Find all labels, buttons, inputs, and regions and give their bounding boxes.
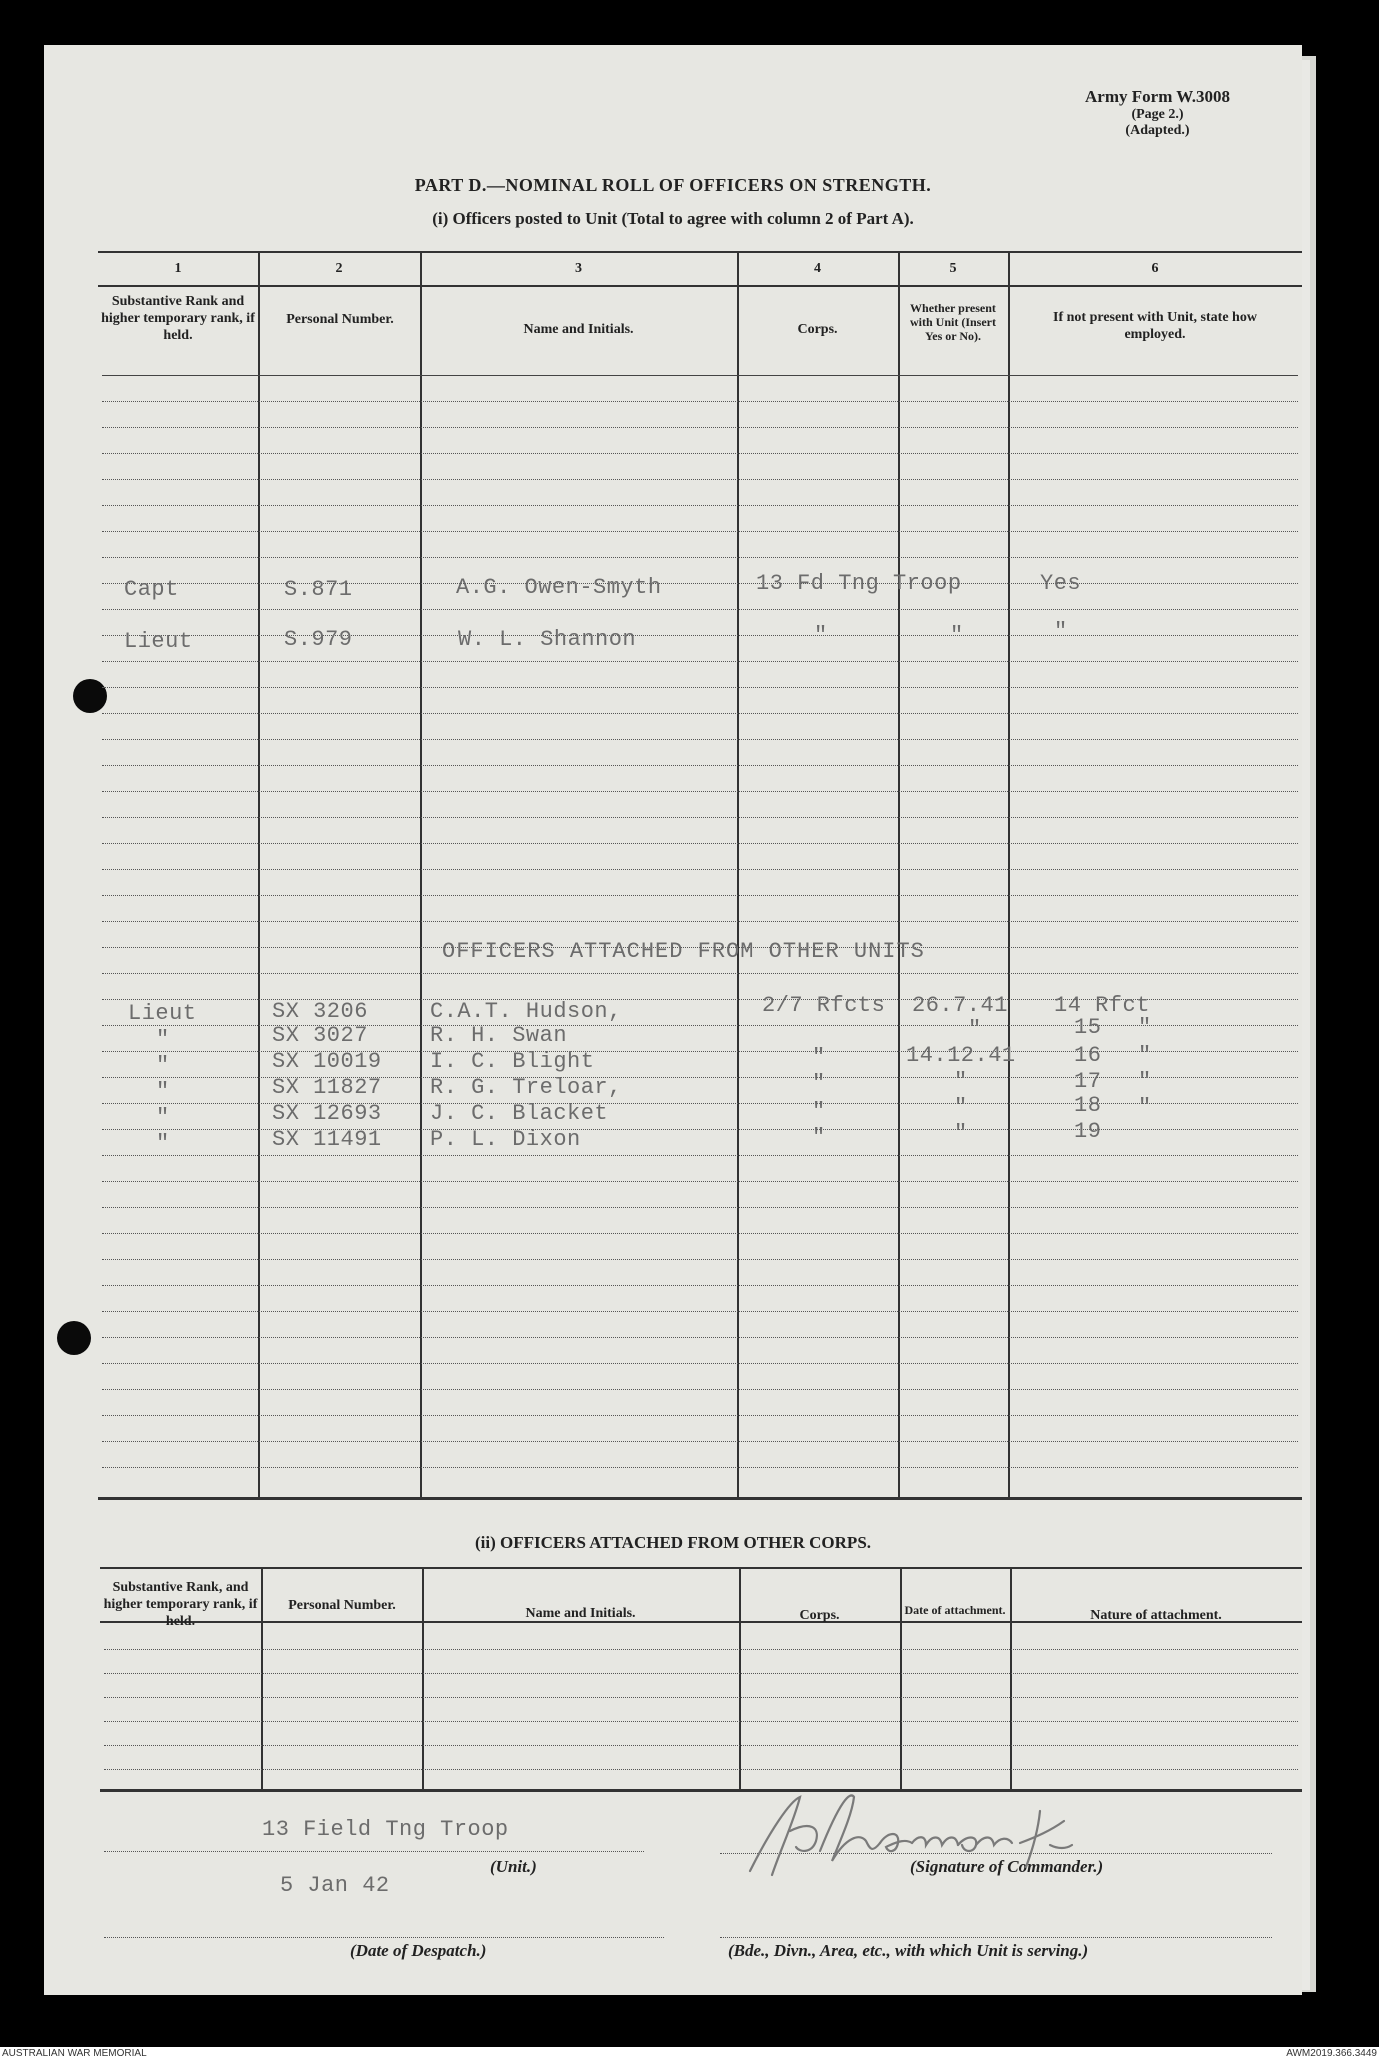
ruled-row-line	[102, 713, 1298, 714]
ruled-row-line	[102, 1311, 1298, 1312]
archive-left-text: AUSTRALIAN WAR MEMORIAL	[2, 2048, 147, 2059]
col-ii-divider-5	[1010, 1567, 1012, 1789]
attached-1-unit: 14 Rfct	[1054, 993, 1150, 1018]
attached-6-name: P. L. Dixon	[430, 1127, 581, 1152]
date-dotted-line	[104, 1937, 664, 1938]
attached-3-corps: "	[812, 1045, 826, 1070]
attached-5-name: J. C. Blacket	[430, 1101, 609, 1126]
table-i-top-rule	[98, 251, 1302, 253]
ruled-row-line	[102, 661, 1298, 662]
ruled-row-line	[102, 505, 1298, 506]
col-number-2: 2	[335, 261, 343, 276]
attached-4-number: SX 11827	[272, 1075, 382, 1100]
posted-2-corps: "	[814, 623, 828, 648]
posted-1-number: S.871	[284, 577, 353, 602]
attached-3-rank: "	[156, 1053, 170, 1078]
ruled-row-line	[102, 1363, 1298, 1364]
header-rank: Substantive Rank and higher temporary rank, if held.	[101, 294, 255, 343]
attached-4-mark: "	[1138, 1069, 1152, 1094]
ruled-row-line	[102, 895, 1298, 896]
posted-1-employed: Yes	[1040, 571, 1082, 596]
table-i-number-rule	[98, 285, 1302, 287]
ruled-row-line	[102, 1285, 1298, 1286]
unit-dotted-line	[104, 1851, 644, 1852]
attached-2-number: SX 3027	[272, 1023, 368, 1048]
ruled-row-line	[102, 1441, 1298, 1442]
ruled-row-line	[102, 843, 1298, 844]
ruled-row-line	[102, 869, 1298, 870]
header-ii-name: Name and Initials.	[525, 1606, 636, 1621]
ruled-row-line	[102, 1155, 1298, 1156]
ruled-row-line	[102, 1337, 1298, 1338]
punch-hole-bottom	[57, 1321, 91, 1355]
form-identifier	[1085, 87, 1230, 139]
ruled-row-line	[102, 1389, 1298, 1390]
attached-4-name: R. G. Treloar,	[430, 1075, 622, 1100]
attached-3-date: 14.12.41	[906, 1043, 1016, 1068]
attached-2-unit: 15	[1074, 1015, 1102, 1040]
attached-4-date: "	[954, 1069, 968, 1094]
attached-6-number: SX 11491	[272, 1127, 382, 1152]
area-label: (Bde., Divn., Area, etc., with which Unit is serving.)	[728, 1941, 1089, 1960]
col-ii-divider-3	[739, 1567, 741, 1789]
attached-2-date: "	[968, 1017, 982, 1042]
ruled-row-line	[102, 401, 1298, 402]
attached-1-corps: 2/7 Rfcts	[762, 993, 886, 1018]
ruled-row-line	[102, 765, 1298, 766]
ruled-row-line	[102, 375, 1298, 376]
attached-2-name: R. H. Swan	[430, 1023, 568, 1048]
ruled-row-line	[104, 1745, 1298, 1746]
col-number-5: 5	[949, 261, 957, 276]
attached-1-date: 26.7.41	[912, 993, 1008, 1018]
ruled-row-line	[102, 453, 1298, 454]
ruled-row-line	[104, 1649, 1298, 1650]
section-ii-title: (ii) OFFICERS ATTACHED FROM OTHER CORPS.	[474, 1533, 872, 1552]
punch-hole-top	[73, 679, 107, 713]
ruled-row-line	[102, 583, 1298, 584]
attached-5-number: SX 12693	[272, 1101, 382, 1126]
date-value: 5 Jan 42	[280, 1873, 390, 1898]
col-number-6: 6	[1151, 261, 1159, 276]
ruled-row-line	[104, 1673, 1298, 1674]
archive-strip	[0, 2047, 1379, 2061]
posted-1-corps: 13 Fd Tng Troop	[756, 571, 962, 596]
ruled-row-line	[102, 635, 1298, 636]
attached-6-date: "	[954, 1121, 968, 1146]
ruled-row-line	[104, 1769, 1298, 1770]
ruled-row-line	[102, 687, 1298, 688]
ruled-row-line	[102, 557, 1298, 558]
ruled-row-line	[104, 1721, 1298, 1722]
attached-2-rank: "	[156, 1027, 170, 1052]
ruled-row-line	[102, 531, 1298, 532]
ruled-row-line	[102, 817, 1298, 818]
ruled-row-line	[102, 973, 1298, 974]
unit-label: (Unit.)	[490, 1857, 537, 1876]
posted-1-rank: Capt	[124, 577, 179, 602]
ruled-row-line	[102, 1467, 1298, 1468]
area-dotted-line	[720, 1937, 1272, 1938]
form-id-text: Army Form W.3008	[1085, 87, 1230, 106]
date-label: (Date of Despatch.)	[350, 1941, 487, 1960]
attached-2-mark: "	[1138, 1015, 1152, 1040]
col-number-4: 4	[814, 261, 821, 276]
attached-1-number: SX 3206	[272, 999, 368, 1024]
col-ii-divider-2	[422, 1567, 424, 1789]
attached-1-rank: Lieut	[128, 1001, 197, 1026]
header-employed: If not present with Unit, state how employed.	[1053, 310, 1257, 342]
attached-1-name: C.A.T. Hudson,	[430, 999, 622, 1024]
ruled-row-line	[102, 739, 1298, 740]
attached-heading: OFFICERS ATTACHED FROM OTHER UNITS	[442, 939, 925, 964]
ruled-row-line	[102, 609, 1298, 610]
posted-2-present: "	[950, 623, 964, 648]
posted-2-name: W. L. Shannon	[458, 627, 637, 652]
attached-6-rank: "	[156, 1131, 170, 1156]
section-i-title: (i) Officers posted to Unit (Total to agree with column 2 of Part A).	[432, 209, 914, 228]
attached-4-corps: "	[812, 1071, 826, 1096]
col-ii-divider-1	[261, 1567, 263, 1789]
form-adapted-text: (Adapted.)	[1125, 123, 1190, 138]
attached-3-name: I. C. Blight	[430, 1049, 595, 1074]
attached-5-corps: "	[812, 1099, 826, 1124]
table-ii-top-rule	[100, 1567, 1302, 1569]
header-personal-number: Personal Number.	[286, 312, 394, 327]
col-ii-divider-4	[900, 1567, 902, 1789]
ruled-row-line	[102, 921, 1298, 922]
header-corps: Corps.	[797, 322, 838, 337]
ruled-row-line	[102, 1233, 1298, 1234]
ruled-row-line	[102, 427, 1298, 428]
attached-6-unit: 19	[1074, 1119, 1102, 1144]
header-ii-date: Date of attachment.	[904, 1603, 1006, 1617]
col-number-3: 3	[575, 261, 582, 276]
ruled-row-line	[102, 791, 1298, 792]
attached-4-rank: "	[156, 1079, 170, 1104]
form-page	[44, 45, 1302, 1995]
attached-5-rank: "	[156, 1105, 170, 1130]
signature-label: (Signature of Commander.)	[910, 1857, 1104, 1876]
header-ii-corps: Corps.	[799, 1608, 840, 1623]
header-ii-nature: Nature of attachment.	[1090, 1608, 1222, 1623]
attached-3-unit: 16	[1074, 1043, 1102, 1068]
ruled-row-line	[102, 1207, 1298, 1208]
header-name: Name and Initials.	[523, 322, 634, 337]
attached-3-number: SX 10019	[272, 1049, 382, 1074]
table-i-bottom-rule	[98, 1497, 1302, 1500]
unit-value: 13 Field Tng Troop	[262, 1817, 509, 1842]
ruled-row-line	[102, 479, 1298, 480]
commander-signature	[720, 1791, 1240, 1881]
ruled-row-line	[104, 1697, 1298, 1698]
attached-6-corps: "	[812, 1125, 826, 1150]
posted-2-employed: "	[1054, 619, 1068, 644]
ruled-row-line	[102, 1415, 1298, 1416]
posted-2-number: S.979	[284, 627, 353, 652]
archive-right-text: AWM2019.366.3449	[1286, 2048, 1377, 2059]
ruled-row-line	[102, 1181, 1298, 1182]
attached-5-date: "	[954, 1095, 968, 1120]
form-page-text: (Page 2.)	[1131, 107, 1184, 122]
col-number-1: 1	[174, 261, 182, 276]
ruled-row-line	[102, 1259, 1298, 1260]
attached-5-unit: 18	[1074, 1093, 1102, 1118]
header-ii-rank: Substantive Rank, and higher temporary rank, if held.	[103, 1580, 258, 1629]
attached-5-mark: "	[1138, 1095, 1152, 1120]
attached-4-unit: 17	[1074, 1069, 1102, 1094]
part-title: PART D.—NOMINAL ROLL OF OFFICERS ON STRENGTH.	[414, 175, 932, 195]
header-present: Whether present with Unit (Insert Yes or No).	[910, 301, 996, 343]
attached-3-mark: "	[1138, 1043, 1152, 1068]
posted-2-rank: Lieut	[124, 629, 193, 654]
posted-1-name: A.G. Owen-Smyth	[456, 575, 662, 600]
header-ii-personal-number: Personal Number.	[288, 1598, 396, 1613]
